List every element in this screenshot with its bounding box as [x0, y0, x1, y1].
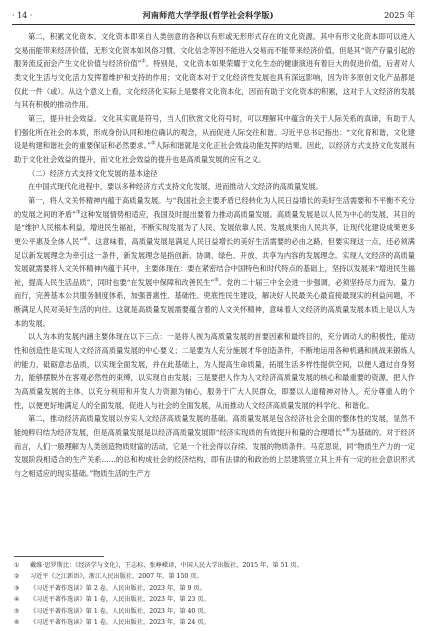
- section-heading: （二）经济方式支持文化发展的基本途径: [28, 168, 158, 178]
- paragraph-humanistic: 第一，将人文关怀精神内蕴于高质量发展。与“我国社会主要矛盾已经转化为人民日益增长的美好生活需要和不平衡不充分的发展之间的矛盾”③这种发展情势相适应，我国及时提出要着力推动高质量发展。高质量发展是以人民为中心的发展，其目的是“维护人民根本利益，增进民生福祉，不断实现发展为了人民、发展依靠人民、发展成果由人民共享，让现代化建设成果更多更公平惠及全体人民”④。这意味着，高质量发展是满足人民日益增长的美好生活需要的必由之路，但要实现这一点，还必须满足以新发展理念为牵引这一条件，新发展理念是指创新、协调、绿色、开放、共享为内容的发展理念。实现人文经济的高质量发展就需要将人文关怀精神内蕴于其中，主要体现在：要在紧密结合中国特色和时代特点的基础上，坚持以发展来“增进民生福祉，提高人民生活品质”，同时也要“在发展中保障和改善民生”⑤。党的二十届三中全会进一步强调，必须坚持尽力而为、量力而行，完善基本公共服务制度体系，加强普惠性、基础性、兜底性民生建设，解决好人民最关心最直接最现实的利益问题，不断满足人民对美好生活的向往。这就是高质量发展需要蕴含着的人文关怀精神，意味着人文经济的高质量发展本质上是以人为本的发展。: [14, 195, 415, 328]
- paragraph-intro: 在中国式现代化进程中，要以多种经济方式支持文化发展，进而推动人文经济的高质量发展。: [28, 182, 323, 192]
- article-body: [14, 30, 415, 550]
- paragraph-economy-foundation: 第二，推动经济高质量发展以夯实人文经济高质量发展的基础。高质量发展是包含经济社会全面的整体性的发展，显然不能纯粹归结为经济发展，但是高质量发展是以经济高质量发展即“经济实现质的有效提升和量的合理增长”⑥为基础的。对于经济而言，人们一般理解为人类创造物质财富的活动，它是一个社会得以存续、发展的物质条件。马克思说，同“物质生产力的一定发展阶段相适合的生产关系……的总和构成社会的经济结构，即有法律的和政治的上层建筑竖立其上并有一定的社会意识形式与之相适应的现实基础。”物质生活的生产方: [14, 414, 415, 478]
- footnote-item: ① 戴维·思罗斯比：《经济学与文化》，王志标、张峥嵘译，中国人民大学出版社，2015 年，第 51 页。: [14, 562, 303, 569]
- footnote-item: ④ 《习近平著作选读》第 1 卷，人民出版社，2023 年，第 23 页。: [14, 596, 210, 604]
- journal-title: 河南师范大学学报(哲学社会科学版): [142, 9, 274, 20]
- publication-year: 2025 年: [384, 10, 415, 20]
- footnote-item: ② 习近平《之江新语》，浙江人民出版社，2007 年，第 150 页。: [14, 573, 203, 581]
- page-header: [12, 8, 415, 22]
- paragraph-capital: 第二，积累文化资本。文化资本即来自人类创意的各种以有形或无形形式存在的文化资源。其中有形文化资本即可以进入交易而能带来经济价值，无形文化资本如风俗习惯、文化信念等因不能进入交易而不能带来经济价值，但是其“资产存量引起的服务流反而会产生文化价值与经济价值”①。特别是，文化资本如果荣耀于文化生态的健康演进有着巨大的促进价值，后者对人类文化生活与文化活力发挥着维护和支持的作用；文化资本对于文化经济性发展也具有深远影响，因为许多原创文化产品都是仅此一件（或）。从这个意义上看，文化经济化实际上是要将文化资本化，因而有助于文化资本的积累，这对于人文经济的发展与其有积极的推动作用。: [14, 32, 415, 110]
- footnotes: [14, 560, 415, 628]
- footnote-rule: [14, 556, 104, 557]
- footnote-item: ⑤ 《习近平著作选读》第 1 卷，人民出版社，2023 年，第 40 页。: [14, 607, 210, 615]
- page-number: · 14 ·: [12, 10, 33, 20]
- paragraph-people-centered: 以人为本的发展内涵主要体现在以下三点：一是将人视为高质量发展的首要因素和最终目的，充分调动人的积极性，能动性和创造性是实现人文经济高质量发展的中心要义；二是要为人充分施展才华创造条件，不断地运用各种机遇和挑战来锻炼人的能力，砥砺意志品质，以实现全面发展，并在此基础上，为人提高生命质量，拓展生活多样性提供空间，以便人通过自身努力，能够摆脱外在客观必然性的束缚，以实现自由发展；三是要把人作为人文经济高质量发展的核心和最重要的资源，把人作为高质量发展的主体，以充分利用和开发人力资源为轴心，服务于广大人民群众，即要以人道精神对待人，充分尊重人的个性，以便更好地满足人的全面发展，促进人与社会的全面发展，从而推动人文经济高质量发展的科学化、和谐化。: [14, 332, 415, 410]
- footnote-item: ⑥ 《习近平著作选读》第 1 卷，人民出版社，2023 年，第 24 页。: [14, 619, 210, 627]
- paragraph-social-benefit: 第三，提升社会效益。文化其实就是符号，当人们欣赏文化符号时，可以理解其中蕴含的关于人际关系的真谛，有助于人们强化所在社会的本质，形成身份认同和地位确认的观念，从而促进人际交往和谐。习近平总书记指出：“文化育和谐，文化建设是构建和谐社会的重要保证和必然要求。”②人际和谐就是文化正社会效益功能发挥的结果。因此，以经济方式支持文化发展有助于文化社会效益的提升，而文化社会效益的提升也是高质量发展的应有之义。: [14, 113, 415, 164]
- header-rule: [12, 24, 415, 25]
- footnote-item: ③ 《习近平著作选读》第 2 卷，人民出版社，2023 年，第 9 页。: [14, 584, 206, 592]
